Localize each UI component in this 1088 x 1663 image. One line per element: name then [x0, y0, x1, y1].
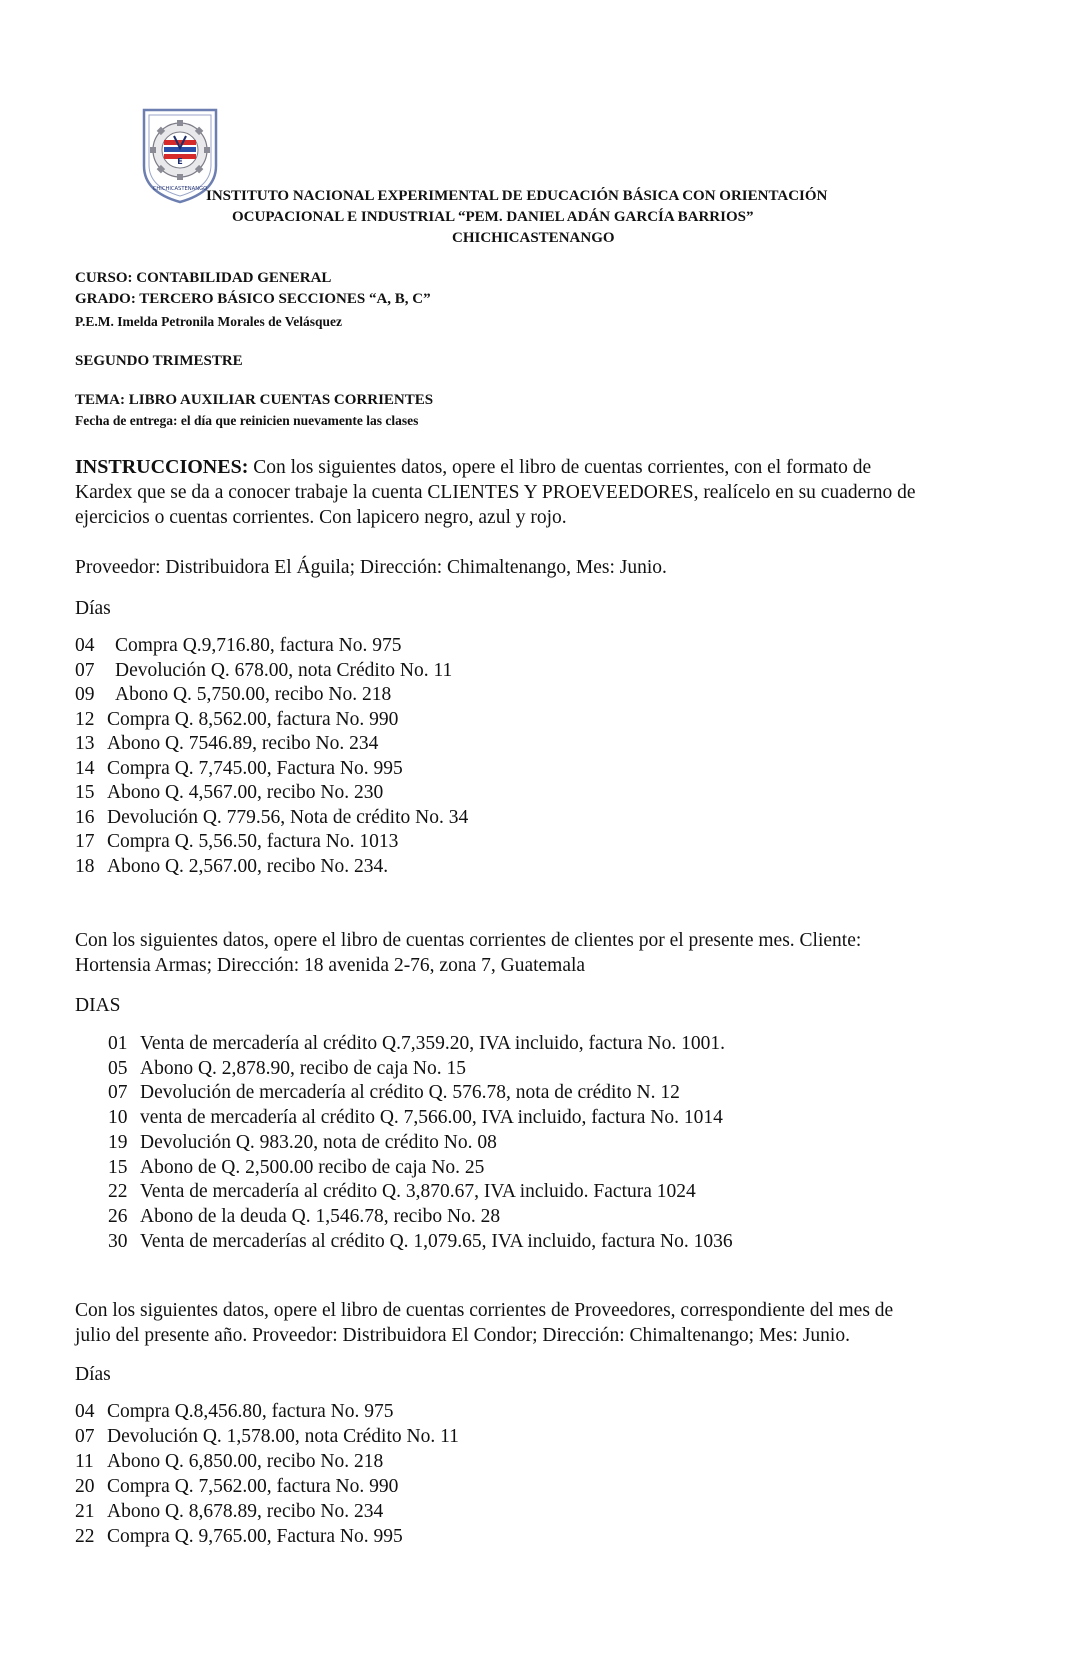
entry-day: 12	[75, 708, 95, 730]
entry-row	[108, 1032, 725, 1056]
entry-day: 04	[75, 1401, 95, 1422]
entry-text: Compra Q. 9,765.00, Factura No. 995	[107, 1526, 403, 1547]
entry-row	[75, 855, 388, 879]
entry-text: Abono Q. 8,678.89, recibo No. 234	[107, 1501, 384, 1522]
entry-day: 07	[108, 1082, 128, 1104]
entry-row	[75, 830, 398, 854]
entry-text: Abono Q. 5,750.00, recibo No. 218	[115, 684, 392, 705]
entry-day: 13	[75, 733, 95, 754]
entry-day: 30	[108, 1230, 128, 1252]
entry-text: Compra Q. 5,56.50, factura No. 1013	[107, 831, 399, 852]
instructions-line2: Kardex que se da a conocer trabaje la cuenta CLIENTES Y PROEVEEDORES, realícelo en su cuaderno de	[75, 482, 916, 503]
trimester: SEGUNDO TRIMESTRE	[75, 353, 243, 369]
entry-day: 14	[75, 757, 95, 779]
entry-row	[108, 1131, 497, 1155]
entry-text: Abono de la deuda Q. 1,546.78, recibo No. 28	[140, 1205, 501, 1227]
entry-day: 26	[108, 1205, 128, 1227]
entry-row	[108, 1156, 484, 1180]
entry-day: 10	[108, 1107, 128, 1129]
institution-name-line2: OCUPACIONAL E INDUSTRIAL “PEM. DANIEL ADÁN GARCÍA BARRIOS”	[232, 209, 754, 225]
topic: TEMA: LIBRO AUXILIAR CUENTAS CORRIENTES	[75, 392, 434, 408]
entry-day: 11	[75, 1451, 94, 1472]
entry-row	[108, 1180, 696, 1204]
entry-text: Compra Q. 7,745.00, Factura No. 995	[107, 757, 403, 779]
instructions-label: INSTRUCCIONES:	[75, 456, 249, 478]
entry-row	[108, 1106, 723, 1130]
entry-row	[75, 1425, 459, 1449]
grade-sections: GRADO: TERCERO BÁSICO SECCIONES “A, B, C”	[75, 291, 431, 307]
entry-day: 16	[75, 806, 95, 828]
section3-days-label: Días	[75, 1364, 111, 1385]
entry-row	[75, 634, 401, 658]
entry-row	[75, 708, 398, 732]
entry-text: Devolución Q. 678.00, nota Crédito No. 11	[115, 659, 453, 681]
entry-text: Devolución Q. 779.56, Nota de crédito No. 34	[107, 806, 469, 828]
section1-days-label: Días	[75, 598, 111, 619]
entry-text: Devolución Q. 1,578.00, nota Crédito No. 11	[107, 1426, 459, 1447]
entry-text: Abono Q. 2,567.00, recibo No. 234.	[107, 855, 389, 877]
section3-intro-line2: julio del presente año. Proveedor: Distribuidora El Condor; Dirección: Chimaltenango; Mes: Junio.	[75, 1325, 850, 1346]
entry-row	[75, 1400, 393, 1424]
entry-row	[75, 1500, 383, 1524]
section2-days-label: DIAS	[75, 995, 121, 1016]
entry-day: 19	[108, 1131, 128, 1153]
entry-text: Abono Q. 7546.89, recibo No. 234	[107, 733, 379, 754]
entry-day: 05	[108, 1057, 128, 1079]
entry-row	[75, 806, 468, 830]
instructions-text-1: Con los siguientes datos, opere el libro de cuentas corrientes, con el formato de	[248, 457, 872, 478]
entry-row	[75, 757, 403, 781]
entry-text: Abono Q. 4,567.00, recibo No. 230	[107, 782, 384, 803]
entry-day: 20	[75, 1476, 95, 1497]
institution-city: CHICHICASTENANGO	[452, 230, 615, 246]
entry-day: 07	[75, 1426, 95, 1447]
entry-text: Compra Q.9,716.80, factura No. 975	[115, 635, 402, 656]
entry-text: Venta de mercaderías al crédito Q. 1,079.65, IVA incluido, factura No. 1036	[140, 1230, 733, 1252]
entry-day: 09	[75, 684, 95, 705]
section3-intro-line1: Con los siguientes datos, opere el libro de cuentas corrientes de Proveedores, correspondiente del mes de	[75, 1300, 894, 1321]
entry-row	[75, 1450, 383, 1474]
entry-row	[75, 732, 378, 756]
entry-text: venta de mercadería al crédito Q. 7,566.00, IVA incluido, factura No. 1014	[140, 1107, 723, 1129]
entry-day: 15	[75, 782, 95, 803]
entry-text: Compra Q. 7,562.00, factura No. 990	[107, 1476, 399, 1497]
entry-text: Compra Q.8,456.80, factura No. 975	[107, 1401, 394, 1422]
institution-name-line1: INSTITUTO NACIONAL EXPERIMENTAL DE EDUCACIÓN BÁSICA CON ORIENTACIÓN	[206, 188, 828, 204]
entry-day: 17	[75, 831, 95, 852]
entry-text: Abono Q. 2,878.90, recibo de caja No. 15	[140, 1057, 467, 1079]
entry-day: 18	[75, 855, 95, 877]
entry-text: Abono de Q. 2,500.00 recibo de caja No. 25	[140, 1156, 485, 1178]
instructions-line3: ejercicios o cuentas corrientes. Con lapicero negro, azul y rojo.	[75, 507, 567, 528]
svg-text:CHICHICASTENANGO: CHICHICASTENANGO	[152, 186, 208, 192]
entry-row	[75, 781, 383, 805]
entry-row	[108, 1057, 466, 1081]
entry-row	[108, 1081, 680, 1105]
entry-text: Venta de mercadería al crédito Q.7,359.20, IVA incluido, factura No. 1001.	[140, 1033, 725, 1054]
entry-row	[75, 683, 391, 707]
section2-intro-line1: Con los siguientes datos, opere el libro de cuentas corrientes de clientes por el presente mes. Cliente:	[75, 930, 862, 951]
entry-text: Compra Q. 8,562.00, factura No. 990	[107, 708, 399, 730]
teacher-name: P.E.M. Imelda Petronila Morales de Velásquez	[75, 314, 342, 329]
instructions-line1	[75, 455, 871, 480]
entry-row	[75, 1525, 403, 1549]
course-name: CURSO: CONTABILIDAD GENERAL	[75, 270, 332, 286]
entry-day: 01	[108, 1033, 128, 1054]
section2-intro-line2: Hortensia Armas; Dirección: 18 avenida 2-76, zona 7, Guatemala	[75, 955, 586, 976]
entry-text: Venta de mercadería al crédito Q. 3,870.67, IVA incluido. Factura 1024	[140, 1181, 696, 1203]
section1-intro: Proveedor: Distribuidora El Águila; Dirección: Chimaltenango, Mes: Junio.	[75, 557, 667, 578]
delivery-date: Fecha de entrega: el día que reinicien nuevamente las clases	[75, 413, 419, 428]
entry-row	[108, 1230, 733, 1254]
entry-row	[75, 1475, 398, 1499]
entry-day: 21	[75, 1501, 95, 1522]
entry-row	[75, 659, 452, 683]
entry-day: 22	[75, 1526, 95, 1547]
entry-text: Devolución Q. 983.20, nota de crédito No. 08	[140, 1131, 497, 1153]
entry-day: 15	[108, 1156, 128, 1178]
svg-text:E: E	[177, 157, 183, 166]
entry-day: 04	[75, 635, 95, 656]
entry-day: 07	[75, 659, 95, 681]
entry-day: 22	[108, 1181, 128, 1203]
entry-text: Abono Q. 6,850.00, recibo No. 218	[107, 1451, 384, 1472]
entry-text: Devolución de mercadería al crédito Q. 576.78, nota de crédito N. 12	[140, 1082, 680, 1104]
entry-row	[108, 1205, 500, 1229]
